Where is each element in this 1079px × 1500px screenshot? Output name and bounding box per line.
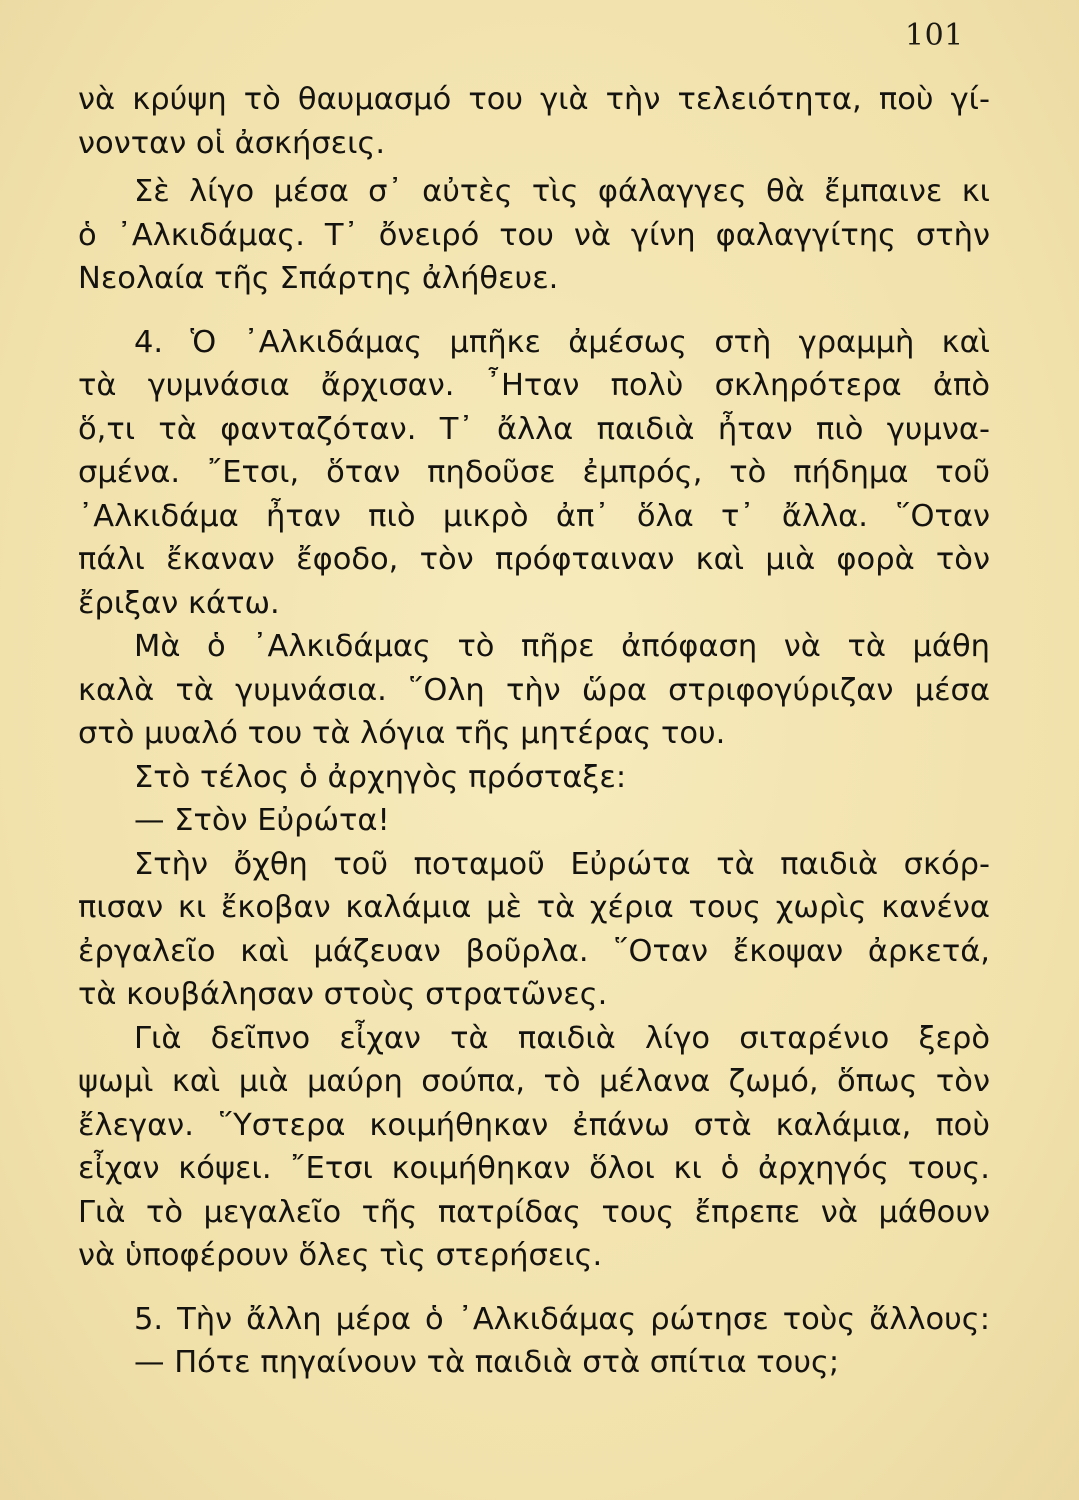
text-line: σμένα. ῎Ετσι, ὅταν πηδοῦσε ἐμπρός, τὸ πήδημα τοῦ <box>78 455 990 490</box>
text-line: Μὰ ὁ ᾿Αλκιδάμας τὸ πῆρε ἀπόφαση νὰ τὰ μάθη <box>134 629 990 664</box>
text-line: τὰ κουβάλησαν στοὺς στρατῶνες. <box>78 977 608 1012</box>
text-line: Νεολαία τῆς Σπάρτης ἀλήθευε. <box>78 261 559 296</box>
text-line: ἐργαλεῖο καὶ μάζευαν βοῦρλα. ῞Οταν ἔκοψαν ἀρκετά, <box>78 933 990 969</box>
body-text <box>78 78 990 1385</box>
text-line: ὅ,τι τὰ φανταζόταν. Τ᾿ ἄλλα παιδιὰ ἦταν πιὸ γυμνα- <box>78 411 990 447</box>
text-line: νὰ κρύψη τὸ θαυμασμό του γιὰ τὴν τελειότητα, ποὺ γί- <box>78 82 990 117</box>
paragraph <box>78 843 990 1017</box>
paragraph <box>78 78 990 165</box>
text-line: στὸ μυαλό του τὰ λόγια τῆς μητέρας του. <box>78 716 726 751</box>
text-line: νὰ ὑποφέρουν ὅλες τὶς στερήσεις. <box>78 1238 603 1273</box>
text-line: Γιὰ τὸ μεγαλεῖο τῆς πατρίδας τους ἔπρεπε νὰ μάθουν <box>78 1194 990 1230</box>
paragraph-section-4 <box>78 321 990 626</box>
text-line: πισαν κι ἔκοβαν καλάμια μὲ τὰ χέρια τους χωρὶς κανένα <box>78 890 990 925</box>
text-line: — Πότε πηγαίνουν τὰ παιδιὰ στὰ σπίτια τους; <box>134 1345 840 1380</box>
dialogue-line <box>78 1341 990 1385</box>
text-line: πάλι ἔκαναν ἔφοδο, τὸν πρόφταιναν καὶ μιὰ φορὰ τὸν <box>78 542 990 577</box>
text-line: ψωμὶ καὶ μιὰ μαύρη σούπα, τὸ μέλανα ζωμό, ὅπως τὸν <box>78 1064 990 1099</box>
paragraph <box>78 756 990 800</box>
text-line: Γιὰ δεῖπνο εἶχαν τὰ παιδιὰ λίγο σιταρένιο ξερὸ <box>134 1020 990 1056</box>
text-line: καλὰ τὰ γυμνάσια. ῞Ολη τὴν ὥρα στριφογύριζαν μέσα <box>78 672 990 708</box>
text-line: τὰ γυμνάσια ἄρχισαν. ῏Ηταν πολὺ σκληρότερα ἀπὸ <box>78 368 990 403</box>
dialogue-line <box>78 799 990 843</box>
page-number: 101 <box>905 18 964 53</box>
text-line: 4. Ὁ ᾿Αλκιδάμας μπῆκε ἀμέσως στὴ γραμμὴ καὶ <box>134 324 990 360</box>
paragraph <box>78 625 990 756</box>
text-line: νονταν οἱ ἀσκήσεις. <box>78 125 386 161</box>
text-line: 5. Τὴν ἄλλη μέρα ὁ ᾿Αλκιδάμας ρώτησε τοὺς ἄλλους: <box>134 1301 990 1337</box>
text-line: ὁ ᾿Αλκιδάμας. Τ᾿ ὄνειρό του νὰ γίνη φαλαγγίτης στὴν <box>78 217 990 253</box>
paragraph-section-5 <box>78 1298 990 1342</box>
text-line: Σὲ λίγο μέσα σ᾿ αὐτὲς τὶς φάλαγγες θὰ ἔμπαινε κι <box>134 174 990 209</box>
text-line: Στὴν ὄχθη τοῦ ποταμοῦ Εὐρώτα τὰ παιδιὰ σκόρ- <box>134 846 990 882</box>
text-line: εἶχαν κόψει. ῎Ετσι κοιμήθηκαν ὅλοι κι ὁ ἀρχηγός τους. <box>78 1151 990 1186</box>
text-line: ᾿Αλκιδάμα ἦταν πιὸ μικρὸ ἀπ᾿ ὅλα τ᾿ ἄλλα. ῞Οταν <box>78 498 990 534</box>
paragraph <box>78 1017 990 1278</box>
text-line: ἔριξαν κάτω. <box>78 585 280 621</box>
text-line: — Στὸν Εὐρώτα! <box>134 803 390 838</box>
text-line: ἔλεγαν. ῞Υστερα κοιμήθηκαν ἐπάνω στὰ καλάμια, ποὺ <box>78 1107 990 1143</box>
text-line: Στὸ τέλος ὁ ἀρχηγὸς πρόσταξε: <box>134 759 627 795</box>
paragraph <box>78 170 990 301</box>
